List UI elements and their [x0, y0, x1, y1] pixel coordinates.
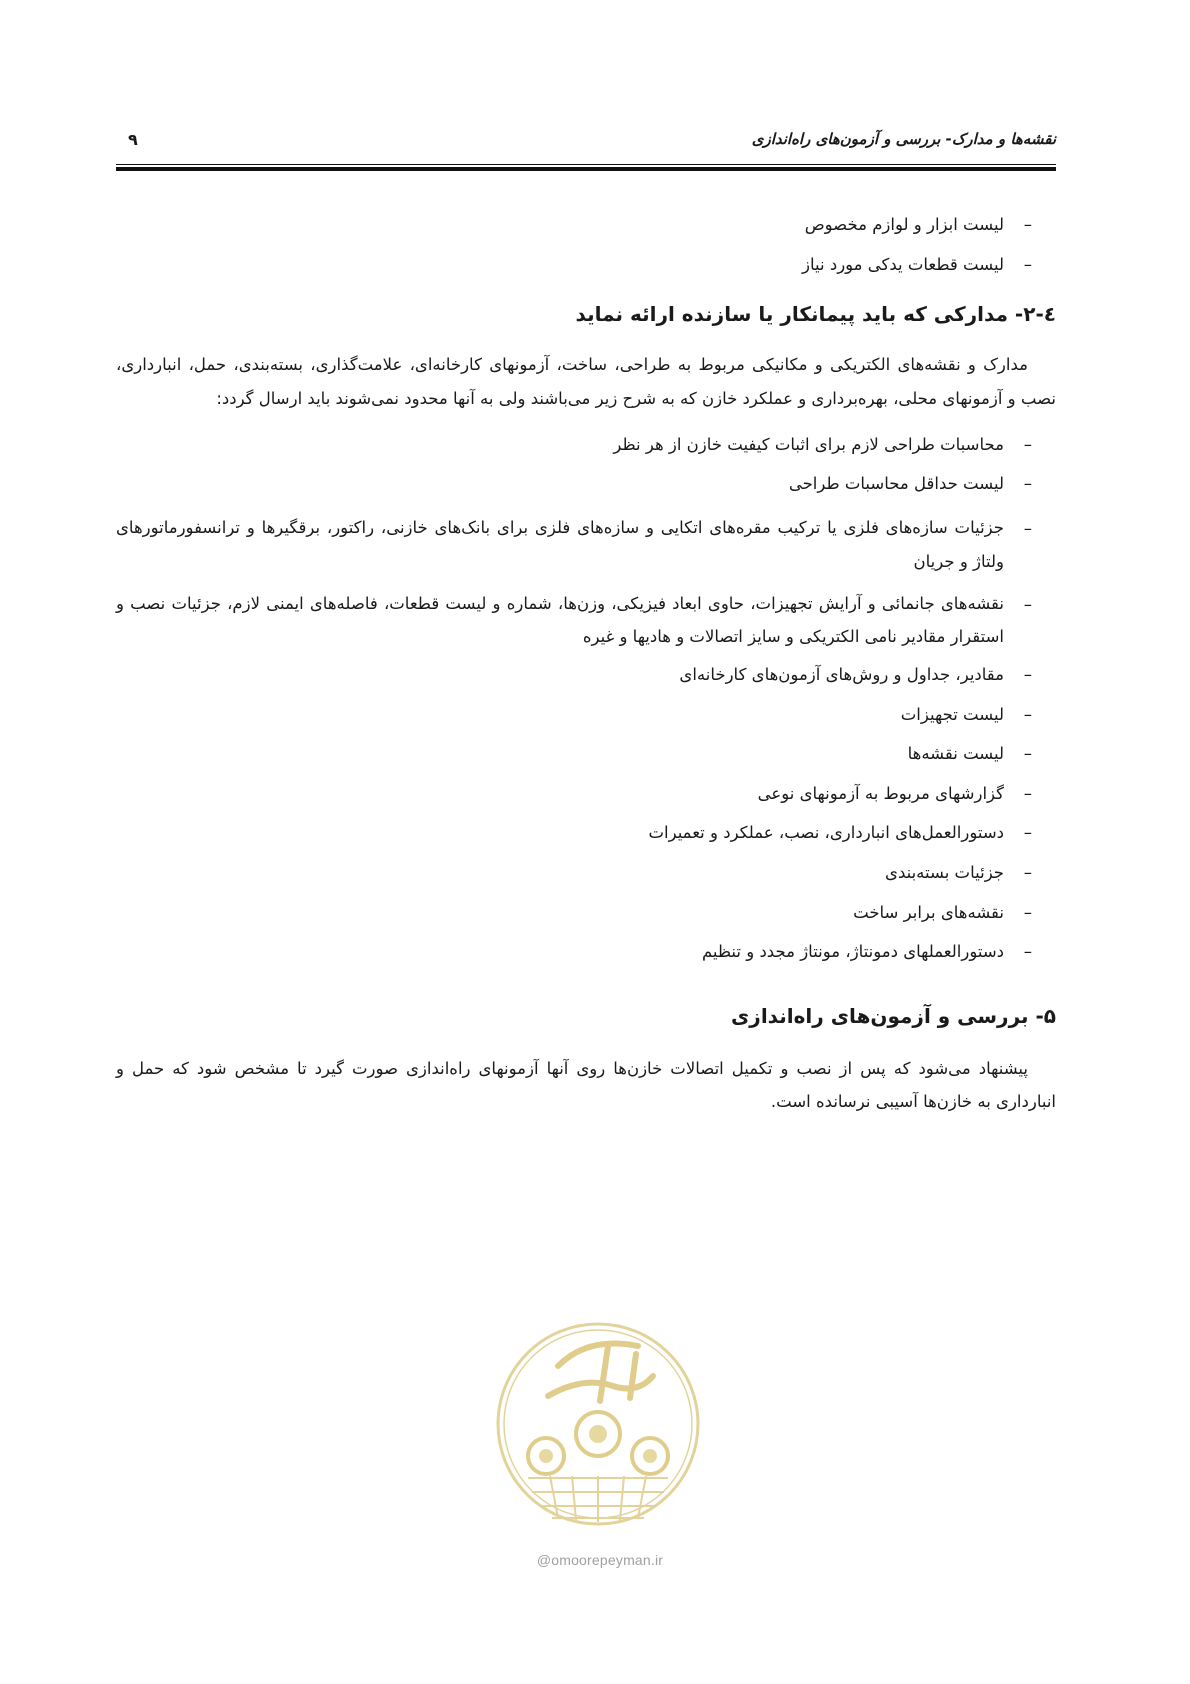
list-item	[116, 820, 1056, 846]
calligraphy-stroke	[630, 1354, 636, 1398]
seal-grid	[528, 1476, 668, 1522]
list-item-text: لیست قطعات یدکی مورد نیاز	[802, 254, 1004, 274]
bullet-dash: –	[1023, 862, 1032, 882]
section-4-2-intro: مدارک و نقشه‌های الکتریکی و مکانیکی مربوط به طراحی، ساخت، آزمونهای کارخانه‌ای، علامت‌گذاری، بسته‌بندی، حمل، انبارداری، نصب و آزمونهای محلی، بهره‌برداری و عملکرد خازن که به شرح زیر می‌باشند ولی به آنها محدود نمی‌شوند باید ارسال گردد:	[116, 355, 1056, 408]
bullet-dash: –	[1023, 704, 1032, 724]
seal-logo-icon	[488, 1306, 708, 1556]
list-item	[116, 741, 1056, 767]
page-number: ۹	[128, 130, 138, 149]
header-rule-thin	[116, 164, 1056, 165]
section-5-text: پیشنهاد می‌شود که پس از نصب و تکمیل اتصالات خازن‌ها روی آنها آزمونهای راه‌اندازی صورت گیرد تا مشخص شود که حمل و انبارداری به خازن‌ها آسیبی نرسانده است.	[116, 1058, 1056, 1112]
bullet-dash: –	[1023, 823, 1032, 843]
header-rule	[116, 164, 1056, 172]
list-item-text: لیست ابزار و لوازم مخصوص	[804, 215, 1004, 234]
grid-line	[620, 1476, 624, 1520]
watermark-url: @omoorepeyman.ir	[536, 1552, 664, 1568]
list-item	[116, 900, 1056, 926]
calligraphy-stroke	[558, 1344, 638, 1367]
list-item	[116, 471, 1056, 497]
list-item-text: جزئیات بسته‌بندی	[885, 862, 1004, 882]
list-item	[116, 781, 1056, 807]
list-item	[116, 587, 1056, 655]
list-item	[116, 860, 1056, 886]
grid-line	[572, 1476, 576, 1520]
list-item	[116, 432, 1056, 458]
list-item-text: جزئیات سازه‌های فلزی یا ترکیب مقره‌های اتکایی و سازه‌های فلزی برای بانک‌های خازنی، راکتور، برقگیرها و ترانسفورماتورهای ولتاژ و جریان	[116, 517, 1004, 571]
gear-center	[589, 1425, 607, 1443]
page-content	[116, 212, 1056, 1135]
bullet-dash: –	[1023, 665, 1032, 685]
list-item-text: لیست نقشه‌ها	[907, 744, 1004, 764]
bullet-dash: –	[1023, 942, 1032, 962]
list-item-text: دستورالعمل‌های انبارداری، نصب، عملکرد و تعمیرات	[648, 823, 1004, 843]
header-rule-thick	[116, 167, 1056, 171]
list-item	[116, 511, 1056, 579]
calligraphy-stroke	[600, 1346, 608, 1401]
bullet-dash: –	[1023, 594, 1032, 614]
gear-center	[643, 1449, 657, 1463]
watermark-seal	[488, 1306, 708, 1556]
list-item-text: محاسبات طراحی لازم برای اثبات کیفیت خازن از هر نظر	[613, 434, 1004, 454]
list-item	[116, 212, 1056, 238]
list-item-text: دستورالعملهای دمونتاژ، مونتاژ مجدد و تنظیم	[701, 942, 1004, 962]
list-item-text: لیست تجهیزات	[900, 704, 1004, 724]
bullet-dash: –	[1023, 434, 1032, 454]
bullet-dash: –	[1023, 215, 1032, 234]
list-item	[116, 939, 1056, 965]
list-item-text: نقشه‌های برابر ساخت	[853, 902, 1004, 922]
bullet-dash: –	[1023, 518, 1032, 538]
list-item	[116, 252, 1056, 278]
list-item-text: مقادیر، جداول و روش‌های آزمون‌های کارخانه‌ای	[679, 665, 1004, 685]
bullet-dash: –	[1023, 783, 1032, 803]
seal-calligraphy	[548, 1344, 653, 1402]
bullet-dash: –	[1023, 474, 1032, 494]
top-list	[116, 212, 1056, 277]
documents-list	[116, 432, 1056, 965]
section-4-2-heading: ٤-٢- مدارکی که باید پیمانکار یا سازنده ارائه نماید	[575, 302, 1056, 327]
gear-center	[539, 1449, 553, 1463]
page-header	[116, 128, 1056, 160]
list-item	[116, 702, 1056, 728]
bullet-dash: –	[1023, 744, 1032, 764]
list-item-text: نقشه‌های جانمائی و آرایش تجهیزات، حاوی ابعاد فیزیکی، وزن‌ها، شماره و لیست قطعات، فاصله‌های ایمنی لازم، جزئیات نصب و استقرار مقادیر نامی الکتریکی و سایز اتصالات و هادیها و غیره	[116, 593, 1004, 647]
header-title: نقشه‌ها و مدارک- بررسی و آزمون‌های راه‌اندازی	[751, 130, 1056, 148]
list-item	[116, 662, 1056, 688]
bullet-dash: –	[1023, 902, 1032, 922]
list-item-text: لیست حداقل محاسبات طراحی	[788, 474, 1004, 494]
list-item-text: گزارشهای مربوط به آزمونهای نوعی	[757, 783, 1004, 803]
section-5-heading: ۵- بررسی و آزمون‌های راه‌اندازی	[730, 1003, 1056, 1028]
bullet-dash: –	[1023, 254, 1032, 274]
